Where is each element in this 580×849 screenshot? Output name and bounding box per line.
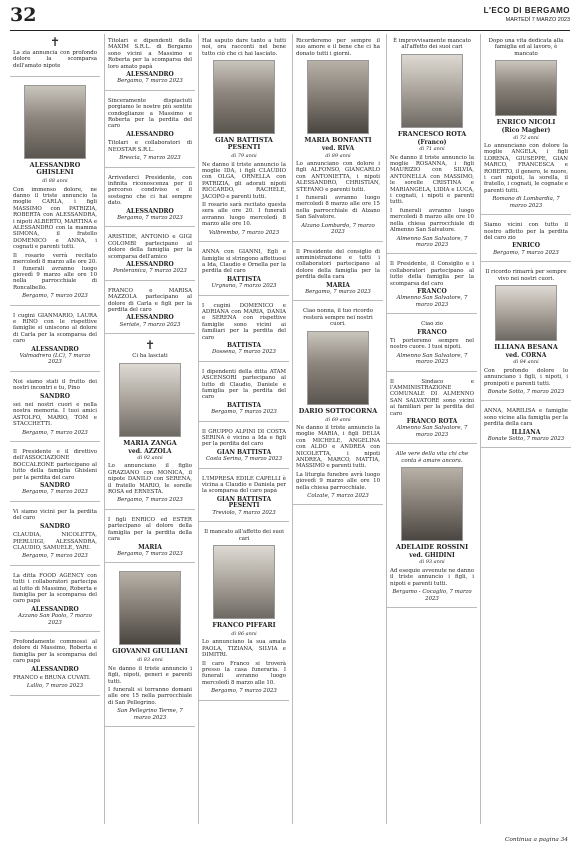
- deceased-name: DARIO SOTTOCORNA: [298, 406, 378, 415]
- cross-icon: ✝: [49, 35, 61, 49]
- notice-date: Bergamo, 7 marzo 2023: [117, 550, 183, 557]
- notice-date: Seriate, 7 marzo 2023: [119, 321, 181, 328]
- notice-date: Bergamo, 7 marzo 2023: [117, 78, 183, 85]
- continuation-note: Continua a pagina 34: [504, 837, 568, 843]
- deceased-name: FRANCO: [417, 328, 447, 336]
- notice-date: Treviolo, 7 marzo 2023: [212, 509, 276, 516]
- notice-date: San Pellegrino Terme, 7 marzo 2023: [117, 708, 183, 721]
- portrait-photo: [213, 545, 275, 619]
- notice-text: ANNA, MARILISA e famiglie sono vicine alla famiglia per la perdita della cara: [484, 408, 568, 428]
- condolence-notice: [10, 445, 100, 502]
- notice-text: I cugini DOMENICO e ADRIANA con MARIA, DANIA e SERENA con rispettive famiglie sono vicini ai familiari per la perdita del caro: [202, 302, 286, 341]
- column-5: [386, 34, 477, 824]
- notice-text: Titolari e collaboratori di NEOSTAR S.R.L.: [108, 140, 192, 153]
- condolence-notice: [105, 34, 195, 91]
- deceased-name: BATTISTA: [226, 275, 262, 283]
- notice-text: Ne danno il triste annuncio la moglie ROSANNA, i figli MAURIZIO con SILVIA, ANTONELLA con MASSIMO, le sorelle CRISTINA e MARIANGELA, LIDIA e LUCA, i cognati, i nipoti e parenti tutti.: [390, 154, 474, 206]
- deceased-name: FRANCO ROTA: [406, 418, 458, 426]
- portrait-photo: [495, 285, 557, 341]
- obituary-notice: [199, 34, 289, 242]
- deceased-age: di 79 anni: [231, 153, 257, 160]
- obituary-notice: [10, 34, 100, 77]
- deceased-age: di 84 anni: [513, 359, 539, 366]
- notice-date: Lallio, 7 marzo 2023: [26, 683, 84, 690]
- deceased-name: ENRICO: [512, 242, 540, 250]
- deceased-name: FRANCESCO ROTA: [397, 129, 467, 138]
- obituary-notice: [481, 265, 571, 401]
- condolence-notice: [105, 94, 195, 168]
- page-number: 32: [10, 4, 37, 26]
- condolence-notice: [387, 317, 477, 371]
- notice-date: Azzano San Paolo, 7 marzo 2023: [18, 613, 92, 626]
- notice-text: L'IMPRESA EDILE CAPELLI è vicina a Claudio e Daniela per la scomparsa del caro papà: [202, 475, 286, 495]
- notice-date: Bergamo, 7 marzo 2023: [493, 249, 559, 256]
- portrait-photo: [119, 571, 181, 645]
- deceased-name: MARIA ZANGA: [123, 438, 177, 447]
- portrait-photo: [401, 467, 463, 541]
- notice-text: Il caro Franco si troverà presso la casa funeraria. I funerali avranno luogo mercoledì 8 marzo alle 10.: [202, 660, 286, 686]
- deceased-age: di 69 anni: [325, 416, 351, 423]
- notice-quote: Alle vere della vita chi che conta è amare ancora.: [395, 451, 469, 464]
- notice-text: Ad esequie avvenute ne danno il triste annuncio i figli, i nipoti e parenti tutti.: [390, 567, 474, 587]
- deceased-name: SANDRO: [40, 482, 70, 490]
- deceased-name: ILLIANA BESANA: [494, 342, 558, 351]
- notice-text: I cugini GIANMARIO, LAURA e RINO con le rispettive famiglie si uniscono al dolore di Carla per la scomparsa del caro: [13, 312, 97, 345]
- notice-text: Il rosario sarà recitato questa sera alle ore 20. I funerali avranno luogo mercoledì 8 marzo alle ore 10.: [202, 202, 286, 228]
- notice-text: Lo annunciano la sua amata PAOLA, TIZIANA, SILVIA e DIMITRI.: [202, 639, 286, 659]
- deceased-age: di 86 anni: [231, 630, 257, 637]
- notice-text: ARISTIDE, ANTONIO e GIGI COLOMBI partecipano al dolore della famiglia per la scomparsa dell'amico: [108, 234, 192, 260]
- notice-text: Arrivederci Presidente, con infinita riconoscenza per il percorso condiviso e il sostegno che ci hai sempre dato.: [108, 174, 192, 207]
- condolence-notice: [481, 218, 571, 262]
- notice-date: Romano di Lombardia, 7 marzo 2023: [492, 196, 560, 209]
- notice-text: È improvvisamente mancato all'affetto dei suoi cari: [393, 38, 471, 51]
- obituary-notice: [293, 34, 383, 242]
- deceased-name: ALESSANDRO: [126, 207, 174, 215]
- deceased-nickname: (Rico Magher): [501, 127, 551, 135]
- deceased-name: MARIA: [326, 281, 350, 289]
- notice-text: Sinceramente dispiaciuti porgiamo le nostre più sentite condoglianze a Massimo e Roberta per la perdita del caro: [108, 97, 192, 130]
- deceased-age: di 89 anni: [325, 152, 351, 159]
- deceased-name: ALESSANDRO: [31, 665, 79, 673]
- condolence-notice: [105, 513, 195, 563]
- notice-text: Con immenso dolore, ne danno il triste annuncio la moglie CARLA, i figli MASSIMO con PATRIZIA, ROBERTA con ALESSANDRA, i nipoti ALBERTO, MARTINA e ALESSANDRO con la mamma SIMONA, il fratello DOMENICO e ANNA, i cognati e parenti tutti.: [13, 186, 98, 251]
- deceased-name: ALESSANDRO: [126, 71, 174, 79]
- deceased-name: ILLIANA: [511, 428, 541, 436]
- notice-text: La zia annuncia con profondo dolore la scomparsa dell'amato nipote: [13, 50, 97, 69]
- notice-text: Noi siamo stati il frutto dei nostri incontri e tu, Pino: [13, 378, 97, 392]
- column-4: [292, 34, 383, 824]
- notice-text: La ditta FOOD AGENCY con tutti i collaboratori partecipa al lutto di Massimo, Roberta e famiglia per la scomparsa del caro papà: [13, 572, 97, 605]
- notice-text: Lo annunciano con dolore la moglie ANGELA, i figli LORENA, GIUSEPPE, GIAN MARCO, FRANCESCA e ROBERTO, il genero, le nuore, i cari nipoti, la sorella, il fratello, i cognati, le cognate e parenti tutti.: [484, 143, 568, 194]
- deceased-age: di 93 anni: [419, 559, 445, 566]
- column-6: [480, 34, 571, 824]
- publication-name: L'ECO DI BERGAMO: [483, 6, 570, 15]
- deceased-name: ALESSANDRO: [126, 260, 174, 268]
- notice-date: Urgnano, 7 marzo 2023: [211, 283, 277, 290]
- notice-text: Lo annunciano il figlio GRAZIANO con MONICA, il nipote DANILO con SERENA, il fratello MARIO, le sorelle ROSA ed ERNESTA.: [108, 463, 192, 496]
- deceased-name: SANDRO: [40, 522, 70, 530]
- notice-date: Almenno San Salvatore, 7 marzo 2023: [396, 352, 468, 366]
- deceased-name: ENRICO NICOLI: [496, 118, 556, 127]
- notice-text: Il GRUPPO ALPINI DI COSTA SERINA è vicino a Ida e figli per la perdita del caro: [202, 428, 286, 448]
- portrait-photo: [213, 60, 275, 134]
- deceased-name: GIOVANNI GIULIANI: [112, 647, 188, 656]
- notice-text: Ne danno il triste annuncio la moglie MARIA, i figli DELIA con MICHELE, ANGELINA con ALDO e ANDREA con NICOLETTA, i nipoti ANDREA, MARCO, MATTIA, MASSIMO e parenti tutti.: [296, 424, 380, 470]
- deceased-name: BATTISTA: [226, 341, 262, 349]
- condolence-notice: [199, 365, 289, 422]
- cross-icon: ✝: [144, 338, 156, 353]
- deceased-age: di 83 anni: [137, 657, 163, 664]
- notice-date: Dossena, 7 marzo 2023: [212, 349, 276, 356]
- obituary-notice: [10, 80, 100, 305]
- deceased-name: GIAN BATTISTA: [216, 448, 272, 456]
- notice-date: Bergamo, 7 marzo 2023: [211, 409, 277, 416]
- notice-text: sei nei nostri cuori e nella nostra memoria. I tuoi amici ASTOLFO, MARIO, TOM e STACCHETTI.: [13, 402, 97, 428]
- notice-text: Il rosario verrà recitato mercoledì 8 marzo alle ore 20. I funerali avranno luogo giovedì 9 marzo alle ore 10 nella parrocchiale di Roncalbello.: [13, 252, 97, 291]
- notice-date: Almenno San Salvatore, 7 marzo 2023: [396, 235, 468, 248]
- notice-date: Bergamo, 7 marzo 2023: [117, 214, 183, 221]
- condolence-notice: [199, 245, 289, 295]
- condolence-notice: [105, 230, 195, 280]
- condolence-notice: [105, 171, 195, 228]
- condolence-notice: [10, 505, 100, 566]
- notice-date: Valmadrera (LC), 7 marzo 2023: [19, 352, 91, 366]
- condolence-notice: [105, 284, 195, 334]
- notice-date: Ponteranica, 7 marzo 2023: [113, 268, 187, 275]
- notice-date: Bergamo, 7 marzo 2023: [22, 489, 88, 496]
- portrait-photo: [307, 60, 369, 134]
- obituary-notice: [481, 34, 571, 215]
- notice-date: Alzano Lombardo, 7 marzo 2023: [301, 222, 375, 236]
- obituary-notice: [199, 525, 289, 700]
- deceased-age: di 88 anni: [42, 178, 68, 185]
- notice-text: Il ricordo rimarrà per sempre vivo nei nostri cuori.: [485, 269, 567, 282]
- condolence-notice: [10, 635, 100, 696]
- condolence-notice: [293, 245, 383, 302]
- notice-date: Bergamo, 7 marzo 2023: [22, 553, 88, 560]
- notice-date: Bonate Sotto, 7 marzo 2023: [487, 436, 565, 442]
- deceased-name: FRANCO: [417, 287, 447, 295]
- notice-text: Ciao zio: [421, 321, 443, 328]
- deceased-nickname: (Franco): [417, 138, 447, 146]
- condolence-notice: [10, 375, 100, 442]
- deceased-married-name: ved. CORNA: [505, 351, 547, 359]
- notice-date: Bergamo, 7 marzo 2023: [22, 429, 88, 436]
- notice-text: I funerali si terranno domani alle ore 15 nella parrocchiale di San Pellegrino.: [108, 686, 192, 706]
- deceased-name: ALESSANDRO: [126, 314, 174, 322]
- condolence-notice: [10, 569, 100, 632]
- notice-date: Bergamo, 7 marzo 2023: [211, 688, 277, 695]
- notice-date: Almenno San Salvatore, 7 marzo 2023: [396, 425, 468, 438]
- portrait-photo: [307, 331, 369, 405]
- notice-text: I funerali avranno luogo mercoledì 8 marzo alle ore 15 nella parrocchiale di Alzano San Salvatore.: [296, 195, 380, 221]
- column-2: [104, 34, 195, 824]
- notice-text: FRANCO e BRUNA CUVATI.: [13, 675, 91, 681]
- deceased-age: di 92 anni: [137, 455, 163, 462]
- notice-text: FRANCO e MARISA MAZZOLA partecipano al dolore di Carla e figli per la perdita del caro: [108, 287, 192, 313]
- condolence-notice: [10, 309, 100, 372]
- notice-text: Ne danno il triste annuncio i figli, nipoti, generi e parenti tutti.: [108, 665, 192, 685]
- page-header: [10, 6, 570, 31]
- deceased-name: GIAN BATTISTA PESENTI: [215, 136, 273, 152]
- condolence-notice: [387, 257, 477, 314]
- deceased-married-name: ved. AZZOLA: [128, 447, 172, 455]
- notice-text: Ricorderemo per sempre il suo amore e il bene che ci ha donato tutti i giorni.: [296, 38, 380, 57]
- deceased-name: FRANCO PIFFARI: [212, 620, 276, 629]
- notice-text: Il Sindaco e l'AMMINISTRAZIONE COMUNALE DI ALMENNO SAN SALVATORE sono vicini ai familiari per la perdita del caro: [390, 378, 474, 417]
- column-1: [10, 34, 100, 824]
- deceased-name: MARIA: [138, 543, 162, 551]
- notice-date: Costa Serina, 7 marzo 2023: [205, 456, 283, 463]
- notice-text: Vi siamo vicini per la perdita del caro: [13, 508, 97, 522]
- notice-date: Bergamo, 7 marzo 2023: [305, 288, 371, 295]
- condolence-notice: [481, 404, 571, 448]
- deceased-name: MARIA BONFANTI: [304, 136, 372, 145]
- notice-date: Brescia, 7 marzo 2023: [119, 155, 181, 162]
- deceased-married-name: ved. GHIDINI: [409, 552, 455, 560]
- deceased-name: ADELAIDE ROSSINI: [395, 543, 469, 552]
- notice-date: Bonate Sotto, 7 marzo 2023: [487, 388, 565, 395]
- portrait-photo: [24, 85, 86, 159]
- notice-text: Siamo vicini con tutto il nostro affetto per la perdita del caro zio: [484, 222, 568, 241]
- condolence-notice: [199, 472, 289, 522]
- notice-text: I dipendenti della ditta ATAM ASCENSORI partecipano al lutto di Claudio, Daniele e famiglia per la perdita del caro: [202, 368, 286, 401]
- notice-text: Dopo una vita dedicata alla famiglia ed al lavoro, è mancato: [488, 38, 564, 57]
- notice-text: Ci ha lasciati: [132, 353, 168, 360]
- notice-text: Ti porteremo sempre nel nostro cuore. I tuoi nipoti.: [390, 337, 474, 351]
- notice-text: Ciao nonna, il tuo ricordo resterà sempre nei nostri cuori.: [303, 308, 373, 328]
- deceased-name: ALESSANDRO: [31, 345, 79, 353]
- obituary-notice: [105, 566, 195, 727]
- notice-text: La liturgia funebre avrà luogo giovedì 9 marzo alle ore 10 nella chiesa parrocchiale.: [296, 471, 380, 491]
- condolence-notice: [199, 299, 289, 362]
- column-3: [198, 34, 289, 824]
- deceased-age: di 71 anni: [419, 146, 445, 153]
- deceased-age: di 72 anni: [513, 134, 539, 141]
- notice-text: ANNA con GIANNI, Egli e famiglie si stringono affettuosi a Ida, Claudio e Ornella per la perdita del caro: [202, 249, 286, 275]
- notice-text: Titolari e dipendenti della MAXIM S.R.L. di Bergamo sono vicini a Massimo e Roberta per la scomparsa del loro amato papà: [108, 38, 192, 70]
- notice-date: Bergamo - Cocaglio, 7 marzo 2023: [392, 589, 472, 602]
- notice-date: Colzate, 7 marzo 2023: [307, 493, 369, 500]
- deceased-married-name: ved. RIVA: [321, 145, 355, 153]
- deceased-name: BATTISTA: [226, 401, 262, 409]
- deceased-name: SANDRO: [40, 392, 70, 400]
- condolence-notice: [199, 425, 289, 469]
- notice-date: Bergamo, 7 marzo 2023: [22, 293, 88, 300]
- portrait-photo: [401, 54, 463, 128]
- deceased-name: ALESSANDRO GHISLENI: [29, 161, 81, 177]
- notice-text: I figli ENRICO ed ESTER partecipano al dolore della famiglia per la perdita della cara: [108, 516, 192, 543]
- notice-date: Almenno San Salvatore, 7 marzo 2023: [396, 295, 468, 308]
- publication-date: MARTEDÌ 7 MARZO 2023: [505, 17, 570, 23]
- obituary-notice: [387, 34, 477, 254]
- obituary-notice: [105, 337, 195, 510]
- notice-text: Il mancato all'affetto dei suoi cari: [204, 529, 284, 542]
- notice-text: Ne danno il triste annuncio la moglie IDA, i figli CLAUDIO con OLGA, ORNELLA con PATRIZIA, gli adorati nipoti RICCARDO, RACHELE, JACOPO e parenti tutti.: [202, 161, 286, 200]
- notice-text: I funerali avranno luogo mercoledì 8 marzo alle ore 10 nella chiesa parrocchiale di Almenno San Salvatore.: [390, 207, 474, 234]
- condolence-notice: [387, 375, 477, 445]
- notice-text: Il Presidente e il direttivo dell'ASSOCIAZIONE BOCCALEONE partecipano al lutto della famiglia Ghisleni per la perdita del caro: [13, 449, 97, 481]
- deceased-name: ALESSANDRO: [126, 130, 174, 138]
- notice-text: Lo annunciano con dolore i figli ALFONSO, GIANCARLO con ANTONIETTA, i nipoti ALESSANDRO, CHRISTIAN, STEFANO e parenti tutti.: [296, 161, 380, 193]
- notice-date: Bergamo, 7 marzo 2023: [117, 497, 183, 504]
- deceased-name: GIAN BATTISTA PESENTI: [216, 495, 272, 510]
- portrait-photo: [495, 60, 557, 116]
- obituary-notice: [293, 304, 383, 505]
- notice-text: Il Presidente del consiglio di amministrazione e tutti i collaboratori partecipano al dolore della famiglia per la perdita della cara: [296, 248, 380, 281]
- notice-text: Profondamente commossi al dolore di Massimo, Roberta e famiglia per la scomparsa del caro papà: [13, 638, 97, 665]
- notice-text: Il Presidente, il Consiglio e i collaboratori partecipano al lutto della famiglia per la scomparsa del caro: [390, 261, 474, 287]
- portrait-photo: [119, 363, 181, 437]
- notice-date: Valbrembo, 7 marzo 2023: [208, 229, 280, 236]
- notice-text: CLAUDIA, NICOLETTA, PIERLUIGI, ALESSANDRA, CLAUDIO, SAMUELE, YARI.: [13, 532, 97, 551]
- deceased-name: ALESSANDRO: [31, 605, 79, 613]
- obituary-notice: [387, 447, 477, 608]
- notice-text: Con profondo dolore lo annunciano i figli, i nipoti, i pronipoti e parenti tutti.: [484, 367, 568, 387]
- notice-text: Hai saputo dare tanto a tutti noi, ora racconti nel bene tutto ciò che ci hai lasciato.: [202, 38, 286, 57]
